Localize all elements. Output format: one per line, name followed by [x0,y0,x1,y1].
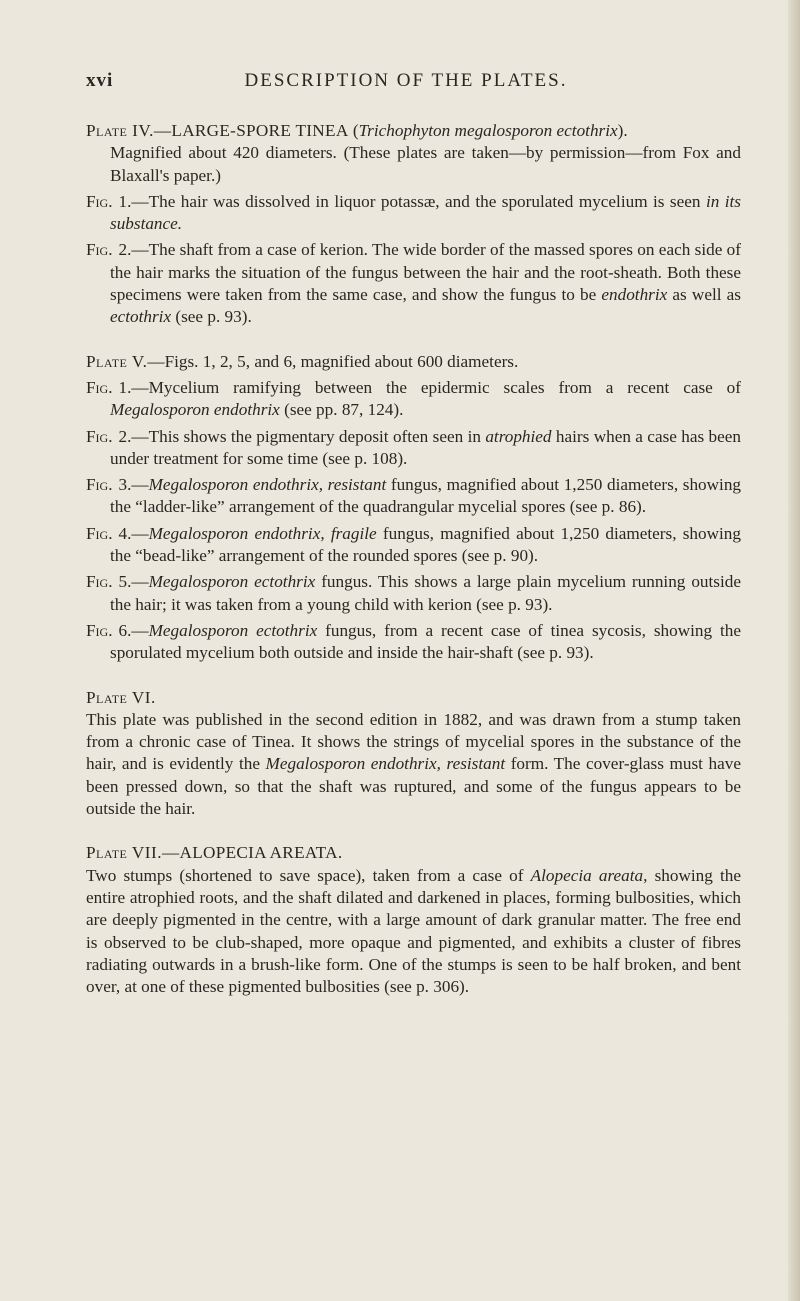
fig-number: 3.— [118,475,149,495]
plate-v-label: Plate V. [86,351,148,371]
fig-text: 2.—The shaft from a case of kerion. The wide border of the massed spores on each side of the hair marks the situation of the fungus between the hair and the root-sheath. Both these specimens were taken from the same case, and show the fungus to be [110,240,741,305]
fig-label: Fig. [86,191,113,211]
plate-iv-section [86,120,741,329]
plate-vii-title: —ALOPECIA AREATA. [162,843,343,863]
plate-vii-section [86,842,741,998]
plate-iv-label: Plate IV. [86,121,154,140]
plate-v-title: —Figs. 1, 2, 5, and 6, magnified about 600 diameters. [147,351,519,371]
plate-vi-heading [86,687,741,709]
fig-italic: Megalosporon ectothrix [148,620,318,640]
fig-label: Fig. [86,620,113,640]
plate-iv-species: Trichophyton megalosporon ectothrix [358,121,618,140]
fig-mid: as well as [667,285,741,305]
species-close-paren: ). [617,121,628,140]
fig-italic: endothrix [601,285,668,305]
fig-tail: (see p. 93). [171,307,252,327]
plate-vii-heading [86,842,741,864]
fig-tail: fungus. This shows a large plain mycelium running outside the hair; it was taken from a young child with kerion (see p. 93). [110,572,741,614]
fig-text: 2.—This shows the pigmentary deposit often seen in [118,426,486,446]
plate-iv-heading [86,120,741,142]
fig-text: 1.—Mycelium ramifying between the epidermic scales from a recent case of [118,377,741,397]
plate-v-fig-6 [86,620,741,665]
fig-label: Fig. [86,572,113,592]
page-number: xvi [86,70,114,91]
fig-tail: fungus, magnified about 1,250 diameters, showing the “ladder-like” arrangement of the quadrangular mycelial spores (see p. 86). [110,475,742,517]
plate-iv-fig-2 [86,239,741,328]
plate-v-fig-5 [86,571,741,616]
plate-iv-magnification: Magnified about 420 diameters. (These plates are taken—by permission—from Fox and Blaxall's paper.) [110,143,741,185]
page-header [86,70,726,100]
page-edge [788,0,800,1301]
plate-v-fig-4 [86,523,741,568]
plate-vi-label: Plate VI. [86,687,156,707]
plate-vi-text [86,709,741,820]
fig-italic: Megalosporon endothrix, resistant [148,475,387,495]
paragraph-text: form. The cover-glass must have been pressed down, so that the shaft was ruptured, and some of the fungus appears to be outside the hair. [86,754,741,819]
fig-tail: (see pp. 87, 124). [279,400,404,420]
fig-label: Fig. [86,426,113,446]
plate-vii-label: Plate VII. [86,843,163,863]
fig-tail: hairs when a case has been under treatment for some time (see p. 108). [110,426,741,468]
fig-tail: fungus, from a recent case of tinea sycosis, showing the sporulated mycelium both outside and inside the hair-shaft (see p. 93). [110,620,741,663]
plate-v-heading [86,351,741,373]
fig-tail: fungus, magnified about 1,250 diameters, showing the “bead-like” arrangement of the rounded spores (see p. 90). [110,523,741,566]
plate-v-fig-1 [86,377,741,422]
fig-number: 6.— [118,620,149,640]
fig-italic: Megalosporon endothrix, fragile [148,523,377,543]
plate-iv-fig-1 [86,191,741,236]
fig-number: 5.— [118,572,149,592]
fig-number: 4.— [118,523,149,543]
plate-v-section [86,351,741,665]
fig-italic: in its substance. [110,191,742,234]
fig-label: Fig. [86,377,113,397]
fig-italic: Megalosporon endothrix [110,400,280,420]
fig-italic: Megalosporon ectothrix [148,572,316,592]
running-title: DESCRIPTION OF THE PLATES. [244,70,568,91]
paragraph-italic: Megalosporon endothrix, resistant [265,754,506,774]
plates-description [86,120,741,1020]
plate-vi-section [86,687,741,821]
paragraph-italic: Alopecia areata [530,865,644,885]
paragraph-text: , showing the entire atrophied roots, and the shaft dilated and darkened in places, forming bulbosities, which are deeply pigmented in the centre, with a large amount of dark granular matter. The free end is observed to be club-shaped, more opaque and pigmented, and exhibits a cluster of fibres radiating outwards in a brush-like form. One of the stumps is seen to be half broken, and bent over, at one of these pigmented bulbosities (see p. 306). [86,865,742,997]
paragraph-text: Two stumps (shortened to save space), taken from a case of [86,865,531,885]
fig-italic: ectothrix [110,307,172,327]
fig-label: Fig. [86,523,113,543]
fig-text: 1.—The hair was dissolved in liquor potassæ, and the sporulated mycelium is seen [118,191,706,211]
species-open-paren: ( [352,121,359,140]
plate-iv-title: —LARGE-SPORE TINEA [153,121,349,140]
fig-label: Fig. [86,240,113,260]
fig-label: Fig. [86,475,113,495]
plate-v-fig-2 [86,426,741,471]
plate-v-fig-3 [86,474,741,519]
plate-vii-text [86,865,741,999]
fig-italic: atrophied [485,426,552,446]
paragraph-text: This plate was published in the second edition in 1882, and was drawn from a stump taken from a chronic case of Tinea. It shows the strings of mycelial spores in the substance of the hair, and is evidently the [86,709,741,774]
